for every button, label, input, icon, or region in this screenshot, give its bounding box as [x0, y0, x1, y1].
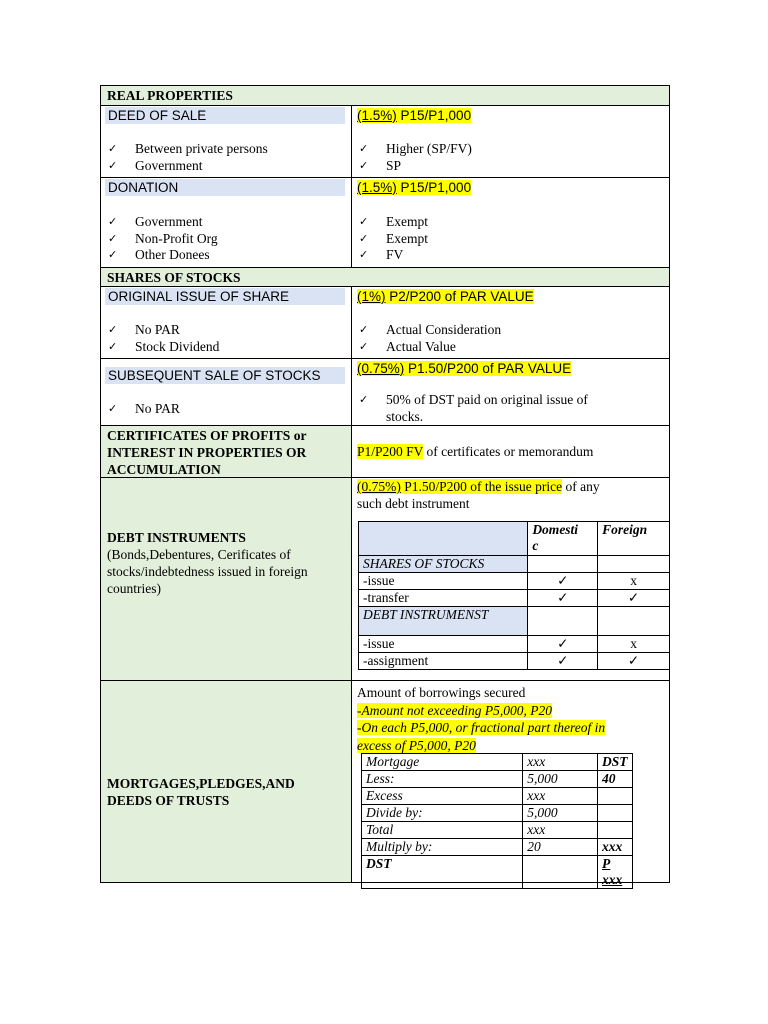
- mortgages-row: [101, 681, 669, 887]
- table-row: [362, 839, 633, 856]
- original-issue-row: [101, 287, 669, 359]
- row-value: 20: [523, 839, 598, 856]
- domestic-foreign-table: [358, 521, 670, 670]
- debt-instruments-title: DEBT INSTRUMENTS: [107, 530, 246, 545]
- original-issue-left: [101, 287, 352, 358]
- original-issue-bases: [359, 322, 501, 355]
- list-item: ✓ Non-Profit Org: [108, 230, 218, 246]
- certificates-right: [352, 426, 669, 477]
- section-header-shares-of-stocks: [101, 268, 669, 287]
- column-foreign: Foreign: [598, 522, 670, 556]
- group-shares-of-stocks: SHARES OF STOCKS: [359, 556, 528, 573]
- row-label: -issue: [359, 636, 528, 653]
- row-dst: DST: [598, 754, 633, 771]
- row-label: Multiply by:: [362, 839, 523, 856]
- cross-mark: x: [598, 573, 670, 590]
- row-label: -assignment: [359, 653, 528, 670]
- check-icon: ✓: [528, 636, 598, 653]
- cross-mark: x: [598, 636, 670, 653]
- table-row: [362, 771, 633, 788]
- row-value: xxx: [523, 754, 598, 771]
- check-icon: ✓: [359, 158, 369, 172]
- donation-treatment: [359, 214, 428, 264]
- deed-of-sale-row: [101, 106, 669, 178]
- row-dst: P xxx: [598, 856, 633, 889]
- check-icon: ✓: [528, 653, 598, 670]
- deed-of-sale-rate: (1.5%) P15/P1,000: [357, 108, 472, 123]
- row-value: 5,000: [523, 805, 598, 822]
- check-icon: ✓: [359, 323, 369, 336]
- certificates-label: CERTIFICATES OF PROFITS or INTEREST IN PROPERTIES OR ACCUMULATION: [107, 428, 307, 477]
- row-value: 5,000: [523, 771, 598, 788]
- deed-of-sale-right: [352, 106, 669, 177]
- check-icon: ✓: [359, 393, 369, 406]
- debt-instruments-left: [101, 478, 352, 680]
- deed-of-sale-parties: [108, 141, 268, 174]
- table-row: [362, 822, 633, 839]
- row-dst: [598, 822, 633, 839]
- debt-instruments-row: [101, 478, 669, 681]
- check-icon: ✓: [108, 402, 118, 415]
- deed-of-sale-bases: [359, 141, 472, 174]
- list-item: ✓ 50% of DST paid on original issue of stocks.: [359, 392, 588, 424]
- table-row: [359, 636, 670, 653]
- list-item: ✓ SP: [359, 157, 402, 173]
- list-item: ✓ Exempt: [359, 230, 428, 246]
- table-row: [362, 856, 633, 889]
- certificates-rate: P1/P200 FV of certificates or memorandum: [357, 444, 594, 459]
- debt-instruments-rate: (0.75%) P1.50/P200 of the issue price of any such debt instrument: [357, 479, 600, 511]
- row-label: Divide by:: [362, 805, 523, 822]
- row-value: xxx: [523, 822, 598, 839]
- list-item: ✓ Government: [108, 157, 203, 173]
- check-icon: ✓: [108, 231, 118, 245]
- dst-computation-table: [361, 753, 633, 889]
- list-item: ✓ No PAR: [108, 401, 180, 416]
- check-icon: ✓: [359, 215, 369, 228]
- empty-cell: [528, 607, 598, 636]
- subsequent-sale-label: SUBSEQUENT SALE OF STOCKS: [105, 367, 345, 384]
- original-issue-types: [108, 322, 219, 355]
- list-item: ✓ Stock Dividend: [108, 338, 220, 354]
- check-icon: ✓: [108, 323, 118, 336]
- section-header-real-properties: [101, 86, 669, 106]
- empty-cell: [598, 556, 670, 573]
- table-corner: [359, 522, 528, 556]
- list-item: ✓ Actual Value: [359, 338, 456, 354]
- list-item: ✓ Higher (SP/FV): [359, 141, 472, 156]
- donation-row: [101, 178, 669, 268]
- empty-cell: [528, 556, 598, 573]
- check-icon: ✓: [598, 653, 670, 670]
- check-icon: ✓: [359, 339, 369, 353]
- subsequent-sale-rate: (0.75%) P1.50/P200 of PAR VALUE: [357, 361, 572, 376]
- list-item: ✓ No PAR: [108, 322, 180, 337]
- debt-instruments-right: [352, 478, 669, 680]
- mortgages-title: MORTGAGES,PLEDGES,AND DEEDS OF TRUSTS: [107, 776, 295, 808]
- subsequent-sale-left: [101, 359, 352, 425]
- deed-of-sale-label: DEED OF SALE: [105, 107, 345, 124]
- list-item: ✓ Other Donees: [108, 247, 210, 262]
- row-label: DST: [362, 856, 523, 889]
- list-item: ✓ Exempt: [359, 214, 428, 229]
- table-group-row: [359, 607, 670, 636]
- donation-label: DONATION: [105, 179, 345, 196]
- row-label: Less:: [362, 771, 523, 788]
- check-icon: ✓: [359, 248, 369, 261]
- dst-rate-table: [100, 85, 670, 887]
- table-group-row: [359, 556, 670, 573]
- table-header-row: [359, 522, 670, 556]
- table-row: [362, 754, 633, 771]
- empty-cell: [598, 607, 670, 636]
- deed-of-sale-left: [101, 106, 352, 177]
- row-dst: xxx: [598, 839, 633, 856]
- row-label: -issue: [359, 573, 528, 590]
- certificates-row: [101, 426, 669, 478]
- table-row: [359, 573, 670, 590]
- subsequent-sale-right: [352, 359, 669, 425]
- check-icon: ✓: [598, 590, 670, 607]
- row-value: xxx: [523, 788, 598, 805]
- table-row: [362, 805, 633, 822]
- row-dst: [598, 788, 633, 805]
- column-domestic: Domesti c: [528, 522, 598, 556]
- list-item: ✓ Government: [108, 214, 203, 229]
- row-dst: 40: [598, 771, 633, 788]
- check-icon: ✓: [108, 339, 118, 353]
- certificates-left: [101, 426, 352, 477]
- check-icon: ✓: [528, 590, 598, 607]
- check-icon: ✓: [359, 142, 369, 155]
- original-issue-rate: (1%) P2/P200 of PAR VALUE: [357, 289, 534, 304]
- donation-right: [352, 178, 669, 267]
- check-icon: ✓: [359, 231, 369, 245]
- list-item: ✓ FV: [359, 247, 404, 262]
- donation-donees: [108, 214, 218, 264]
- table-row: [362, 788, 633, 805]
- list-item: ✓ Actual Consideration: [359, 322, 502, 337]
- list-item: ✓ Between private persons: [108, 141, 268, 156]
- check-icon: ✓: [108, 158, 118, 172]
- section-title: REAL PROPERTIES: [107, 88, 233, 103]
- mortgages-left: [101, 681, 352, 882]
- check-icon: ✓: [528, 573, 598, 590]
- row-dst: [598, 805, 633, 822]
- check-icon: ✓: [108, 215, 118, 228]
- original-issue-label: ORIGINAL ISSUE OF SHARE: [105, 288, 345, 305]
- row-label: -transfer: [359, 590, 528, 607]
- row-label: Mortgage: [362, 754, 523, 771]
- mortgages-rules: Amount of borrowings secured -Amount not exceeding P5,000, P20 -On each P5,000, or fractional part thereof in excess of P5,000, P20: [357, 685, 606, 753]
- original-issue-right: [352, 287, 669, 358]
- table-row: [359, 653, 670, 670]
- donation-left: [101, 178, 352, 267]
- subsequent-sale-types: [108, 401, 180, 418]
- row-label: Total: [362, 822, 523, 839]
- check-icon: ✓: [108, 248, 118, 261]
- debt-instruments-label: DEBT INSTRUMENTS (Bonds,Debentures, Cerificates of stocks/indebtedness issued in foreign countries): [107, 530, 308, 596]
- subsequent-sale-note: [359, 392, 588, 425]
- subsequent-sale-row: [101, 359, 669, 426]
- row-value: [523, 856, 598, 889]
- section-title: SHARES OF STOCKS: [107, 270, 241, 285]
- row-label: Excess: [362, 788, 523, 805]
- check-icon: ✓: [108, 142, 118, 155]
- mortgages-right: [352, 681, 669, 887]
- donation-rate: (1.5%) P15/P1,000: [357, 180, 472, 195]
- table-row: [359, 590, 670, 607]
- group-debt-instruments: DEBT INSTRUMENST: [359, 607, 528, 636]
